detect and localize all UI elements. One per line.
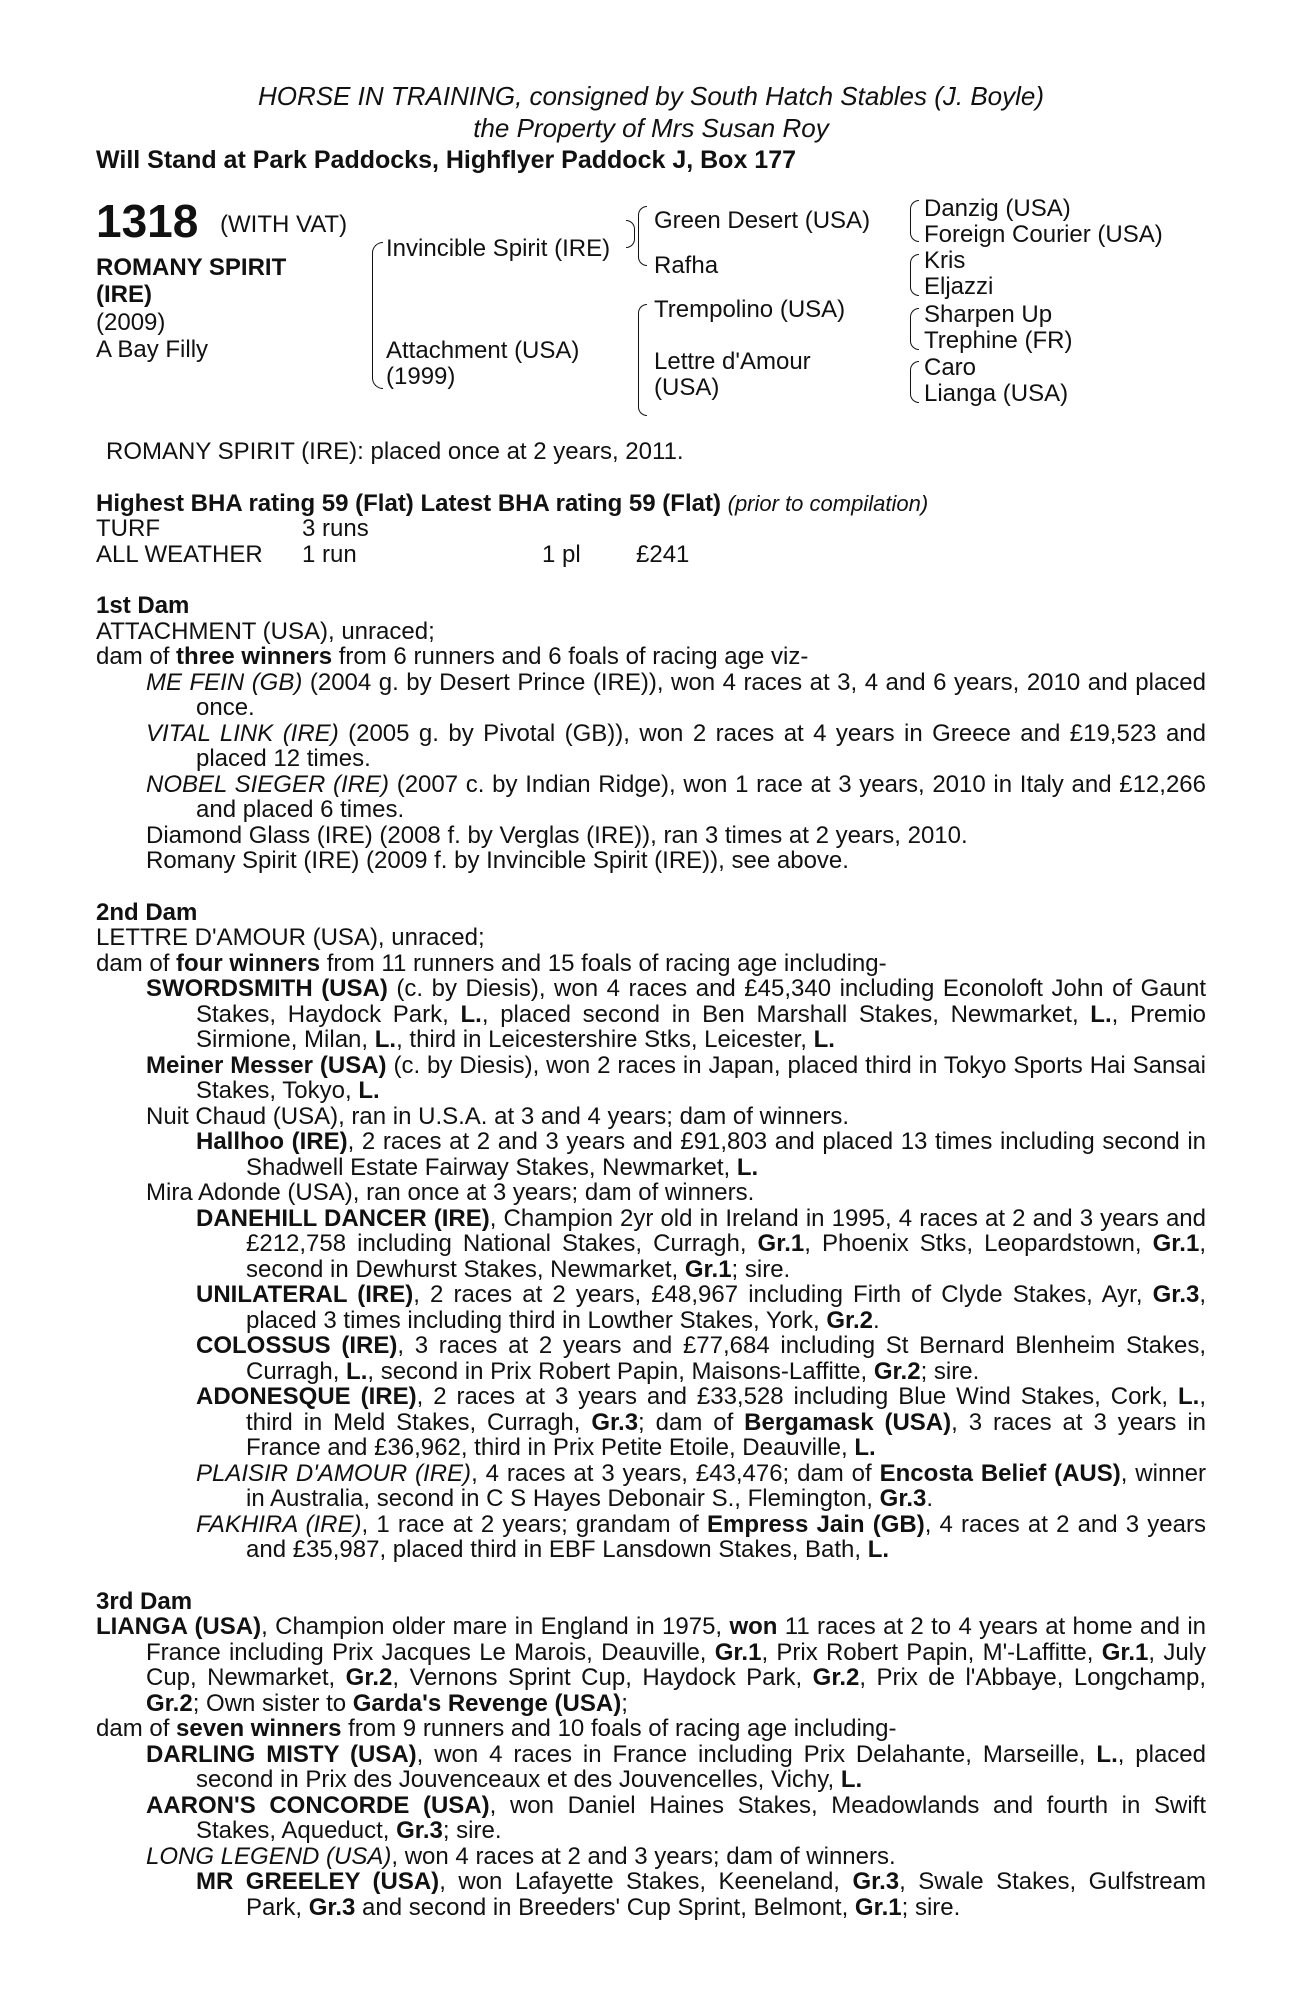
aw-label: ALL WEATHER bbox=[96, 540, 263, 568]
sire-sire: Green Desert (USA) bbox=[654, 207, 871, 234]
gen3-dds: Caro bbox=[924, 354, 977, 381]
second-dam-heading: 2nd Dam bbox=[96, 898, 198, 926]
produce-entry: Meiner Messer (USA) (c. by Diesis), won 2 races in Japan, placed third in Tokyo Sports Hai Sansai Stakes, Tokyo, L. bbox=[146, 1051, 1206, 1104]
second-dam-section bbox=[96, 900, 1206, 1563]
bracket-gen3-1 bbox=[910, 200, 919, 242]
third-dam-section bbox=[96, 1589, 1206, 1921]
gen3-dsd: Trephine (FR) bbox=[924, 327, 1073, 354]
produce-entry: NOBEL SIEGER (IRE) (2007 c. by Indian Ridge), won 1 race at 3 years, 2010 in Italy and £12,266 and placed 6 times. bbox=[146, 770, 1206, 823]
produce-entry: Nuit Chaud (USA), ran in U.S.A. at 3 and 4 years; dam of winners. bbox=[146, 1102, 849, 1130]
bracket-gen1 bbox=[372, 242, 383, 389]
gen3-sds: Kris bbox=[924, 247, 966, 274]
pedigree-block bbox=[96, 196, 1206, 431]
third-dam-produce-summary: dam of seven winners from 9 runners and 10 foals of racing age including- bbox=[96, 1715, 897, 1742]
grand-produce-entry: MR GREELEY (USA), won Lafayette Stakes, Keeneland, Gr.3, Swale Stakes, Gulfstream Park, Gr.3 and second in Breeders' Cup Sprint, Belmont, Gr.1; sire. bbox=[196, 1868, 1206, 1921]
property-line: the Property of Mrs Susan Roy bbox=[473, 113, 829, 143]
horse-description: A Bay Filly bbox=[96, 336, 209, 363]
bracket-gen3-3 bbox=[910, 308, 919, 350]
first-dam-name: ATTACHMENT (USA), unraced; bbox=[96, 617, 435, 645]
gen3-sdd: Eljazzi bbox=[924, 273, 994, 300]
aw-prize: £241 bbox=[636, 540, 690, 568]
bracket-sire-gen2 bbox=[638, 206, 647, 266]
gen3-ssd: Foreign Courier (USA) bbox=[924, 221, 1163, 248]
grand-produce-entry: ADONESQUE (IRE), 2 races at 3 years and £33,528 including Blue Wind Stakes, Cork, L., third in Meld Stakes, Curragh, Gr.3; dam of Bergamask (USA), 3 races at 3 years in France and £36,962, third in Prix Petite Etoile, Deauville, L. bbox=[196, 1383, 1207, 1461]
first-dam-produce-summary: dam of three winners from 6 runners and 6 foals of racing age viz- bbox=[96, 643, 809, 670]
turf-runs: 3 runs bbox=[302, 515, 369, 542]
horse-name-line2: (IRE) bbox=[96, 281, 152, 308]
horse-name-line1: ROMANY SPIRIT bbox=[96, 254, 287, 281]
produce-entry: DARLING MISTY (USA), won 4 races in France including Prix Delahante, Marseille, L., placed second in Prix des Jouvenceaux et des Jouvencelles, Vichy, L. bbox=[146, 1740, 1207, 1793]
bha-rating: Highest BHA rating 59 (Flat) Latest BHA rating 59 (Flat) bbox=[96, 489, 721, 517]
aw-placed: 1 pl bbox=[542, 540, 581, 568]
second-dam-name: LETTRE D'AMOUR (USA), unraced; bbox=[96, 924, 485, 951]
racing-summary: ROMANY SPIRIT (IRE): placed once at 2 years, 2011. bbox=[106, 438, 684, 465]
bracket-gen3-2 bbox=[910, 254, 919, 296]
gen3-dss: Sharpen Up bbox=[924, 301, 1053, 328]
bracket-gen3-4 bbox=[910, 361, 919, 403]
third-dam-heading: 3rd Dam bbox=[96, 1587, 193, 1615]
horse-name bbox=[96, 254, 286, 308]
first-dam-heading: 1st Dam bbox=[96, 592, 190, 619]
produce-entry: AARON'S CONCORDE (USA), won Daniel Haines Stakes, Meadowlands and fourth in Swift Stakes, Aqueduct, Gr.3; sire. bbox=[146, 1791, 1206, 1844]
turf-record bbox=[96, 516, 1206, 542]
stand-location: Will Stand at Park Paddocks, Highflyer Paddock J, Box 177 bbox=[96, 146, 796, 174]
foaling-year: (2009) bbox=[96, 309, 166, 336]
grand-produce-entry: Hallhoo (IRE), 2 races at 2 and 3 years and £91,803 and placed 13 times including second in Shadwell Estate Fairway Stakes, Newmarket, L. bbox=[196, 1128, 1207, 1181]
first-dam-section bbox=[96, 593, 1206, 874]
turf-label: TURF bbox=[96, 515, 160, 542]
dam-year: (1999) bbox=[386, 363, 456, 390]
grand-produce-entry: FAKHIRA (IRE), 1 race at 2 years; grandam of Empress Jain (GB), 4 races at 2 and 3 years and £35,987, placed third in EBF Lansdown Stakes, Bath, L. bbox=[196, 1510, 1206, 1563]
produce-entry: Mira Adonde (USA), ran once at 3 years; dam of winners. bbox=[146, 1179, 755, 1206]
dam: Attachment (USA) bbox=[386, 337, 580, 364]
rating-section bbox=[96, 491, 1206, 568]
gen3-sss: Danzig (USA) bbox=[924, 195, 1071, 222]
third-dam-record: LIANGA (USA), Champion older mare in England in 1975, won 11 races at 2 to 4 years at home and in France including Prix Jacques Le Marois, Deauville, Gr.1, Prix Robert Papin, M'-Laffitte, Gr.1, July Cup, Newmarket, Gr.2, Vernons Sprint Cup, Haydock Park, Gr.2, Prix de l'Abbaye, Longchamp, Gr.2; Own sister to Garda's Revenge (USA); bbox=[96, 1613, 1207, 1717]
consignor-line: HORSE IN TRAINING, consigned by South Hatch Stables (J. Boyle) bbox=[257, 81, 1045, 111]
bracket-dam-gen2 bbox=[638, 304, 647, 416]
grand-produce-entry: UNILATERAL (IRE), 2 races at 2 years, £48,967 including Firth of Clyde Stakes, Ayr, Gr.3, placed 3 times including third in Lowther Stakes, York, Gr.2. bbox=[196, 1281, 1207, 1334]
second-dam-produce-summary: dam of four winners from 11 runners and 15 foals of racing age including- bbox=[96, 949, 887, 977]
produce-entry: LONG LEGEND (USA), won 4 races at 2 and 3 years; dam of winners. bbox=[146, 1842, 896, 1870]
produce-entry: ME FEIN (GB) (2004 g. by Desert Prince (IRE)), won 4 races at 3, 4 and 6 years, 2010 and placed once. bbox=[146, 668, 1206, 721]
grand-produce-entry: COLOSSUS (IRE), 3 races at 2 years and £77,684 including St Bernard Blenheim Stakes, Curragh, L., second in Prix Robert Papin, Maisons-Laffitte, Gr.2; sire. bbox=[196, 1332, 1206, 1385]
grand-produce-entry: PLAISIR D'AMOUR (IRE), 4 races at 3 years, £43,476; dam of Encosta Belief (AUS), winner in Australia, second in C S Hayes Debonair S., Flemington, Gr.3. bbox=[196, 1459, 1207, 1512]
catalogue-page bbox=[96, 80, 1206, 1920]
produce-entry: Diamond Glass (IRE) (2008 f. by Verglas (IRE)), ran 3 times at 2 years, 2010. bbox=[146, 821, 968, 849]
aw-runs: 1 run bbox=[302, 540, 357, 568]
dam-dam-line2: (USA) bbox=[654, 374, 720, 401]
gen3-ddd: Lianga (USA) bbox=[924, 380, 1069, 407]
rating-note: (prior to compilation) bbox=[727, 490, 929, 516]
sire: Invincible Spirit (IRE) bbox=[386, 235, 611, 262]
all-weather-record bbox=[96, 542, 1206, 568]
dam-dam-line1: Lettre d'Amour bbox=[654, 348, 811, 375]
bracket-sire-right bbox=[626, 220, 635, 248]
sire-dam: Rafha bbox=[654, 252, 719, 279]
produce-entry: Romany Spirit (IRE) (2009 f. by Invincible Spirit (IRE)), see above. bbox=[146, 847, 849, 874]
dam-sire: Trempolino (USA) bbox=[654, 296, 846, 323]
lot-number: 1318 bbox=[96, 195, 199, 247]
produce-entry: VITAL LINK (IRE) (2005 g. by Pivotal (GB)), won 2 races at 4 years in Greece and £19,523 and placed 12 times. bbox=[146, 719, 1206, 772]
produce-entry: SWORDSMITH (USA) (c. by Diesis), won 4 races and £45,340 including Econoloft John of Gaunt Stakes, Haydock Park, L., placed second in Ben Marshall Stakes, Newmarket, L., Premio Sirmione, Milan, L., third in Leicestershire Stks, Leicester, L. bbox=[146, 975, 1207, 1053]
vat-note: (WITH VAT) bbox=[220, 211, 348, 238]
grand-produce-entry: DANEHILL DANCER (IRE), Champion 2yr old in Ireland in 1995, 4 races at 2 and 3 years and £212,758 including National Stakes, Curragh, Gr.1, Phoenix Stks, Leopardstown, Gr.1, second in Dewhurst Stakes, Newmarket, Gr.1; sire. bbox=[196, 1204, 1206, 1283]
